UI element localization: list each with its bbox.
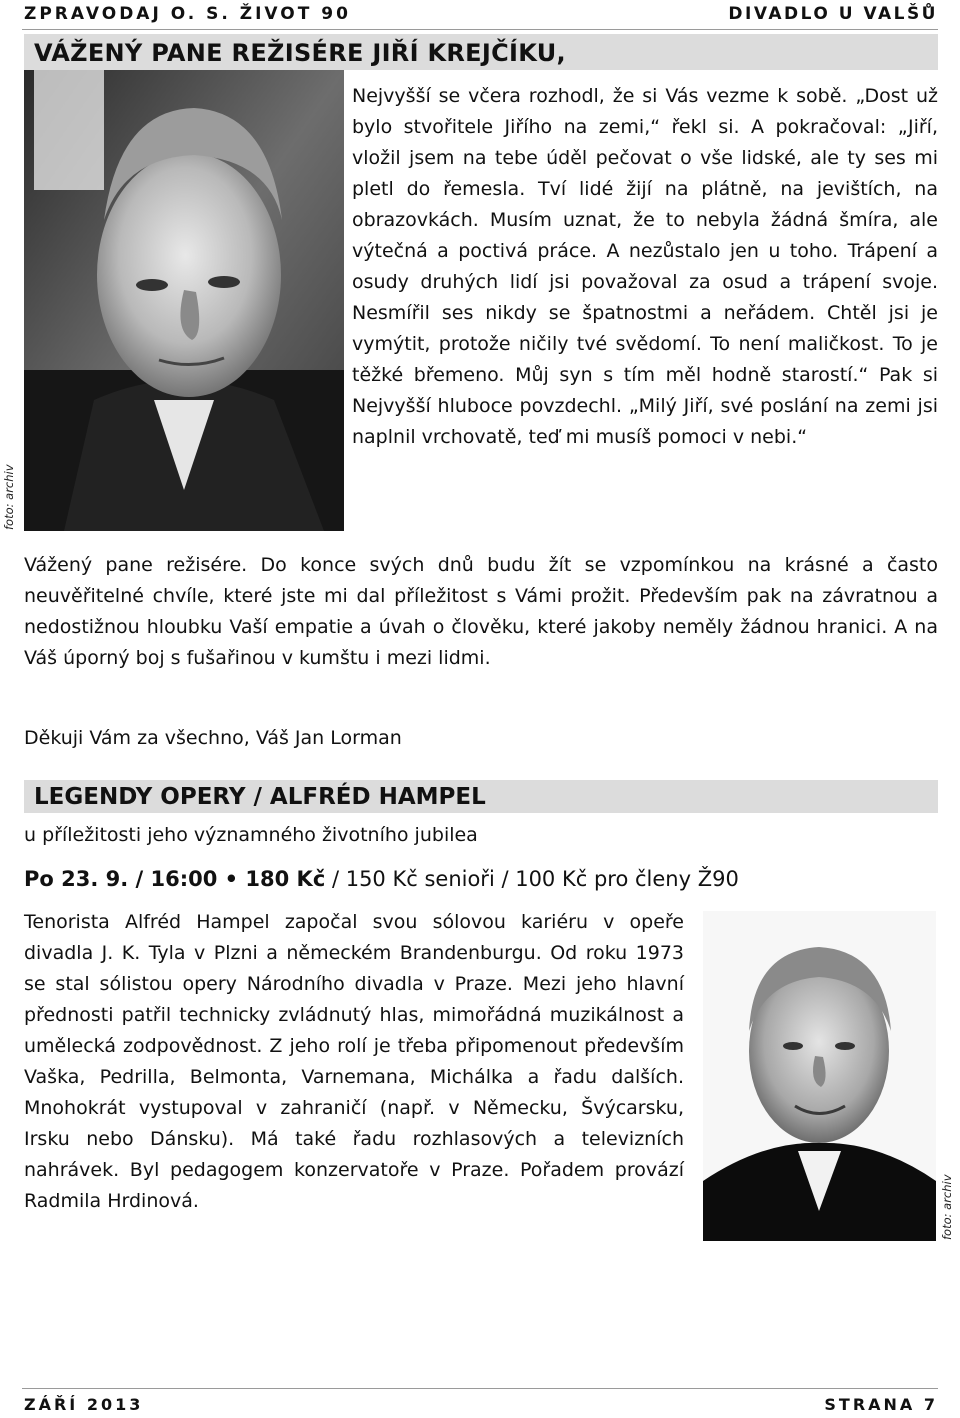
krejcik-portrait-photo <box>24 70 344 531</box>
event-subtitle: u příležitosti jeho významného životního jubilea <box>24 824 478 846</box>
portrait-image <box>703 911 936 1241</box>
section-title: VÁŽENÝ PANE REŽISÉRE JIŘÍ KREJČÍKU, <box>24 34 938 70</box>
event-info <box>24 864 938 895</box>
event-title: LEGENDY OPERY / ALFRÉD HAMPEL <box>24 780 938 813</box>
newsletter-name: ZPRAVODAJ O. S. ŽIVOT 90 <box>24 4 351 24</box>
event-description: Tenorista Alfréd Hampel započal svou sólovou kariéru v opeře divadla J. K. Tyla v Plzni a německém Brandenburgu. Od roku 1973 se stal sólistou opery Národního divadla v Praze. Mezi jeho hlavní přednosti patřil technicky zvládnutý hlas, mimořádná muzikálnost a umělecká zodpovědnost. Z jeho rolí je třeba připomenout především Vaška, Pedrilla, Belmonta, Varnemana, Michálka a řadu dalších. Mnohokrát vystupoval v zahraničí (např. v Německu, Švýcarsku, Irsku nebo Dánsku). Má také řadu rozhlasových a televizních nahrávek. Byl pedagogem konzervatoře v Praze. Pořadem provází Radmila Hrdinová. <box>24 911 684 1212</box>
letter-column-text: Nejvyšší se včera rozhodl, že si Vás vezme k sobě. „Dost už bylo stvořitele Jiřího na zemi,“ řekl si. A pokračoval: „Jiří, vložil jsem na tebe úděl pečovat o vše lidské, ale ty ses mi pletl do řemesla. Tví lidé žijí na plátně, na jevištích, na obrazovkách. Musím uznat, že to nebyla žádná šmíra, ale výtečná a poctivá práce. A nezůstalo jen u toho. Trápení a osudy druhých lidí jsi považoval za osud a trápení svoje. Nesmířil ses nikdy se špatnostmi a neřádem. Chtěl jsi je vymýtit, protože ničily tvé svědomí. To není maličkost. To je těžké břemeno. Můj syn s tím měl hodně starostí.“ Pak si Nejvyšší hluboce povzdechl. „Milý Jiří, své poslání na zemi jsi naplnil vrchovatě, teď mi musíš pomoci v nebi.“ <box>352 85 938 448</box>
letter-signature: Děkuji Vám za všechno, Váš Jan Lorman <box>24 727 402 749</box>
photo-credit-2: foto: archiv <box>940 1174 954 1240</box>
issue-date: ZÁŘÍ 2013 <box>24 1395 144 1414</box>
hampel-portrait-photo <box>703 911 936 1241</box>
photo-credit-1: foto: archiv <box>2 464 16 530</box>
theatre-name: DIVADLO U VALŠŮ <box>728 4 938 24</box>
portrait-image <box>24 70 344 531</box>
event-date-time-price: Po 23. 9. / 16:00 • 180 Kč <box>24 867 326 891</box>
footer-rule <box>22 1388 938 1389</box>
header-rule <box>22 29 938 30</box>
page-number: STRANA 7 <box>824 1395 938 1414</box>
event-prices: / 150 Kč senioři / 100 Kč pro členy Ž90 <box>325 867 739 891</box>
letter-body-text: Vážený pane režisére. Do konce svých dnů budu žít se vzpomínkou na krásné a často neuvěřitelné chvíle, které jste mi dal příležitost s Vámi prožit. Především pak na závratnou a nedostižnou hloubku Vaší empatie a úvah o člověku, které jakoby neměly žádnou hranici. A na Váš úporný boj s fušařinou v kumštu i mezi lidmi. <box>24 554 938 669</box>
